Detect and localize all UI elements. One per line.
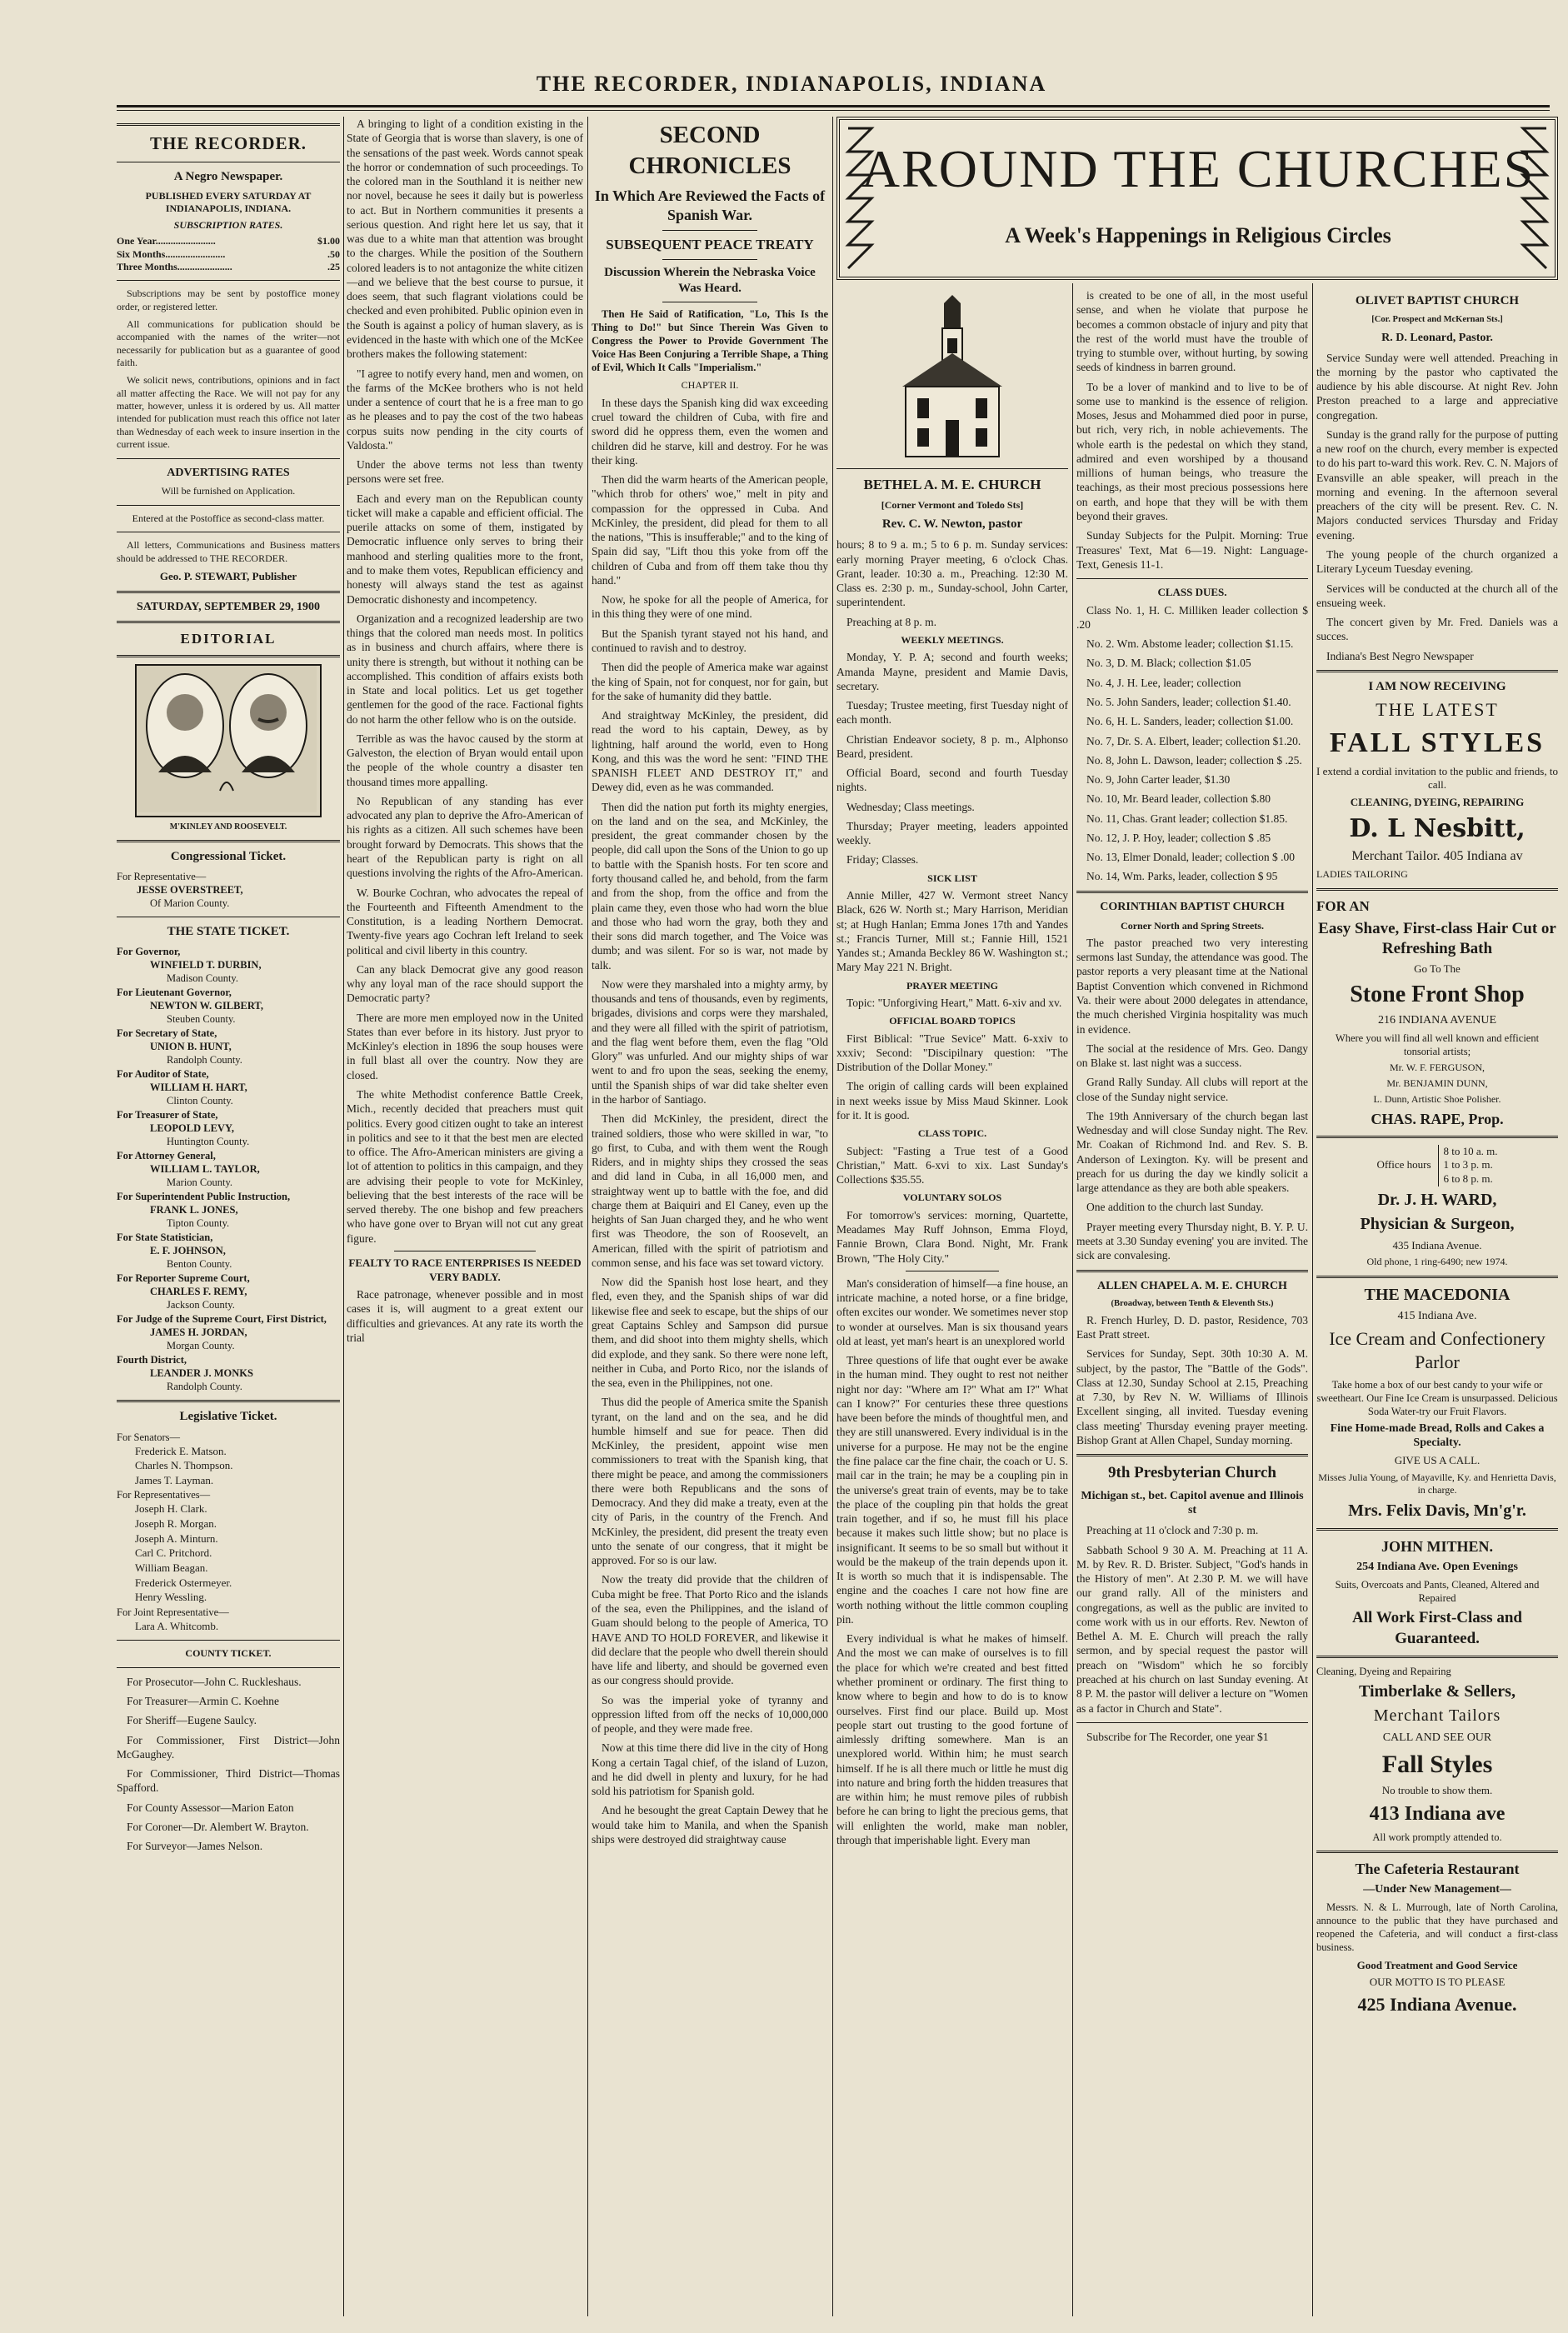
column-rule (1312, 283, 1313, 2316)
weekly-title: WEEKLY MEETINGS. (901, 633, 1004, 646)
rates-title: SUBSCRIPTION RATES. (173, 218, 283, 231)
joint-name: Lara A. Whitcomb. (135, 1619, 219, 1632)
presbyterian-paragraph: Preaching at 11 o'clock and 7:30 p. m. (1086, 1524, 1259, 1537)
senator-name: Charles N. Thompson. (135, 1459, 233, 1472)
ticket-name: LEANDER J. MONKS (150, 1367, 253, 1380)
chronicles-sub: Discussion Wherein the Nebraska Voice Was Heard. (604, 266, 816, 296)
presbyterian-title: 9th Presbyterian Church (1108, 1464, 1276, 1482)
editorial-paragraph: Can any black Democrat give any good reason why any loyal man of the race should support the Democratic party? (347, 962, 583, 1005)
representative-name: Joseph H. Clark. (135, 1502, 207, 1516)
county-ticket-entry: For Commissioner, Third District—Thomas Spafford. (117, 1767, 340, 1795)
chronicles-paragraph: Now at this time there did live in the city of Hong Kong a certain Tagal chief, of the island of Luzon, and he did dwell in plenty and luxury, for he had sold his patriotism for Spanish gold. (592, 1741, 828, 1798)
county-ticket-entry: For Coroner—Dr. Alembert W. Brayton. (127, 1820, 309, 1833)
editorial-paragraph: Each and every man on the Republican county ticket will make a capable and efficient official. The puerile attacks on some of them, instigated by Democratic influence only serves to bring their manhood and sterling qualities more to the front, and to make them votes, Republican efficiency and honesty will always stand the test as against Democratic dishonesty and incompetency. (347, 492, 583, 606)
dues-item: No. 3, D. M. Black; collection $1.05 (1086, 657, 1251, 670)
sick-list: Annie Miller, 427 W. Vermont street Nancy Black, 626 W. North st.; Mary Harrison, Meridian st; at Hugh Hanlan; Emma Jones 17th and Yandes st.; Francis Turner, Mill st.; Fannie Hill, 1521 Yandes st.; Amanda Beckley 86 W. Washington st.; Mary May 221 N. Bright. (836, 889, 1068, 974)
olivet-paragraph: Sunday is the grand rally for the purpose of putting a new roof on the church, every member is expected to do his part to-ward this work. Rev. C. N. Majors of Evansville an able speaker, will preach in the morning and evening. In the afternoon several preachers of the city will be present. Rev. C. N. Majors conducted services Thursday and Friday evening. (1316, 427, 1558, 542)
presbyterian-paragraphs (1076, 1523, 1308, 1715)
ticket-entry (117, 986, 340, 1026)
ticket-office: For Reporter Supreme Court, (117, 1272, 250, 1285)
corinthian-paragraph: The pastor preached two very interesting sermons last Sunday, the attendance was good. The pastor reports a very pleasant time at the National Baptist Convention which convened in Richmond Va. their were about 2000 delegates in attendance, the much cherished Virginia hospitality was much in evidence. (1076, 936, 1308, 1036)
ticket-entry (117, 1231, 340, 1271)
divider (1076, 578, 1308, 579)
masthead: THE RECORDER, INDIANAPOLIS, INDIANA (536, 72, 1047, 96)
weekly-item: Friday; Classes. (846, 853, 919, 867)
chronicles-paragraph: Then did the people of America make war against the king of Spain, not for conquest, nor for gain, but for the sake of humanity did they battle. (592, 661, 828, 702)
corinthian-paragraphs (1076, 936, 1308, 1263)
senator-name: Frederick E. Matson. (135, 1444, 227, 1457)
representative-name: Frederick Ostermeyer. (135, 1576, 232, 1589)
divider (662, 230, 757, 231)
divider (1316, 1656, 1558, 1658)
ticket-entry (117, 1108, 340, 1148)
board-topics: First Biblical: "True Sevice" Matt. 6-xxiv to xxxiv; Second: "Discipilnary question: "The Distribution of the Dollar Money." (836, 1032, 1068, 1074)
column-rule (587, 117, 588, 2316)
ticket-entry (117, 1190, 340, 1230)
ticket-entry: For Representative— JESSE OVERSTREET, Of Marion County. (117, 871, 243, 910)
corinthian-paragraph: The 19th Anniversary of the church began last Wednesday and will close Sunday night. The Rev. Mr. Coakan of Richmond Ind. and Rev. S. B. Anderson of Lexington. Ky. will be present and preach for us during the day we kindly solicit a large attendance as they are both able speakers. (1076, 1109, 1308, 1195)
cafeteria-ad: The Cafeteria Restaurant —Under New Management— Messrs. N. & L. Murrough, late of North Carolina, announce to the public that they have purchased and reopened the Cafeteria, and will conduct a first-class business. Good Treatment and Good Service OUR MOTTO IS TO PLEASE 425 Indiana Avenue. (1316, 1860, 1558, 2015)
dues-list (1076, 603, 1308, 884)
churches-banner (836, 117, 1558, 280)
chronicles-lead: Then He Said of Ratification, "Lo, This Is the Thing to Do!" but Since Therein Was Given to Congress the Power to Provide Government The Voice Has Been Conjuring a Terrible Shape, a Thing of Evil, Which It Calls "Imperialism." (592, 308, 828, 374)
mithen-ad: JOHN MITHEN. 254 Indiana Ave. Open Evenings Suits, Overcoats and Pants, Cleaned, Altered and Repaired All Work First-Class and Guaranteed. (1335, 1538, 1540, 1647)
weekly-item: Wednesday; Class meetings. (846, 800, 975, 813)
ticket-entry (117, 1271, 340, 1311)
divider (662, 259, 757, 260)
chronicles-paragraph: Thus did the people of America smite the Spanish tyrant, on the land and on the sea, and he did humble himself and sue for peace. Then did McKinley, the president, appoint wise men commissioners to treat with the Spanish king, that there might be peace, and among the commissioners there were both Republicans and the sons of Democracy. And they did make a treaty, even at the city of Paris, in the country of the French. And McKinley, the president, did present the treaty even unto the senate of our congress, that it might be approved. For so is our law. (592, 1396, 828, 1567)
top-rule (117, 105, 1550, 107)
chronicles-paragraph: Now were they marshaled into a mighty army, by thousands and tens of thousands, even by regiments, brigades, divisions and corps were they marshaled, and they were all filled with the spirit of patriotism, and the flag went before them, even the flag "Old Glory" was unfurled. And our mighty ships of war went to and fro upon the seas, seeking the enemy, until the Spanish ships of war did take shelter even in the harbor of Santiago. (592, 977, 828, 1106)
dues-item: Class No. 1, H. C. Milliken leader collection $ .20 (1076, 603, 1308, 631)
essay-paragraph: Sunday Subjects for the Pulpit. Morning: True Treasures' Text, Mat 6—19. Night: Language- Text, Genesis 11-1. (1076, 529, 1308, 571)
divider (117, 505, 340, 506)
olivet-paragraph: The concert given by Mr. Fred. Daniels was a succes. (1316, 616, 1558, 643)
corinthian-address: Corner North and Spring Streets. (1121, 919, 1264, 932)
divider (117, 1667, 340, 1668)
allen-paragraphs (1076, 1313, 1308, 1447)
ticket-entry (117, 1353, 340, 1393)
essay-paragraph: To be a lover of mankind and to live to be of some use to mankind is the essence of religion. Moses, Jesus and Mohammed died poor in purse, but rich, very rich, in noble achievements. The whole earth is the pedestal on which they stand, admired and even worshiped by a thousand millions of human beings, who treasure the teachings, as their most precious possessions here on earth, and hope that they will be with them beyond their graves. (1076, 380, 1308, 522)
editorial-paragraph: Race patronage, whenever possible and in most cases it is, will augment to a great extent our difficulties and grievances. At any rate its worth the trial (347, 1288, 583, 1344)
olivet-paragraph: Service Sunday were well attended. Preaching in the morning by the pastor who captivated the audience by his able discourse. At night Rev. John Preston preached to a large and appreciative congregation. (1316, 351, 1558, 422)
chronicles-paragraph: And he besought the great Captain Dewey that he would take him to Manila, and when the Spanish ships were destroyed did straightway cause (592, 1804, 828, 1846)
dues-item: No. 4, J. H. Lee, leader; collection (1086, 676, 1241, 689)
church-building-icon (894, 295, 1011, 462)
editorial-paragraph: "I agree to notify every hand, men and women, on the farms of the McKee brothers who is not held under a sentence of court that he is a free man to go as he pleases and to pay the cost of the two habeas corpus suits now pending in the city courts of Valdosta." (347, 367, 583, 452)
chronicles-paragraph: Now the treaty did provide that the children of Cuba might be free. That Porto Rico and the islands of the sea, even the Philippines, and the island of Guam should belong to the people of America, TO HAVE AND TO HOLD FOREVER, and likewise it did declare that the people who dwell therein should have life and liberty, and should be governed even as our congress should provide. (592, 1573, 828, 1687)
ticket-name: WILLIAM H. HART, (150, 1082, 247, 1094)
divider (1316, 670, 1558, 672)
publisher: Geo. P. STEWART, Publisher (159, 569, 297, 582)
ticket-name: WINFIELD T. DURBIN, (150, 959, 262, 972)
corinthian-paragraph: Grand Rally Sunday. All clubs will report at the close of the Sunday night service. (1076, 1076, 1308, 1103)
senator-name: James T. Layman. (135, 1473, 214, 1486)
ticket-county: Huntington County. (167, 1136, 250, 1148)
representative-name: Joseph A. Minturn. (135, 1531, 218, 1545)
chronicles-paragraph: In these days the Spanish king did wax exceeding cruel toward the children of Cuba, with fire and sword did he oppress them, even the women and children did he starve, kill and destroy. For he was their king. (592, 396, 828, 467)
reps-label: For Representatives— (117, 1489, 211, 1501)
column-masthead-info (117, 117, 340, 2316)
olivet-address: [Cor. Prospect and McKernan Sts.] (1371, 315, 1503, 325)
county-ticket-title: COUNTY TICKET. (185, 1647, 272, 1660)
sick-title: SICK LIST (927, 872, 977, 884)
ticket-name: FRANK L. JONES, (150, 1204, 238, 1216)
notice: Subscriptions may be sent by postoffice money order, or registered letter. (117, 287, 340, 312)
chronicles-sub: In Which Are Reviewed the Facts of Spanish War. (594, 187, 826, 224)
county-ticket-list (117, 1675, 340, 1854)
column-chronicles (592, 117, 828, 2316)
weekly-item: Thursday; Prayer meeting, leaders appointed weekly. (836, 819, 1068, 847)
ticket-office: Fourth District, (117, 1354, 187, 1366)
ticket-office: For State Statistician, (117, 1231, 213, 1244)
divider (117, 621, 340, 623)
advertising-title: ADVERTISING RATES (167, 466, 290, 479)
divider (117, 123, 340, 126)
essay-paragraph: is created to be one of all, in the most useful sense, and when he violate that purpose he becomes a common obstacle of injury and pity that the rest of the world must have the trouble of trying to stumble over, without hurting, by sowing seeds of kindness in barren ground. (1076, 289, 1308, 374)
chronicles-paragraph: Then did McKinley, the president, direct the trained soldiers, those who were skilled in war, "to go first, to Cuba, and with them went the Rough Riders, and in mighty ships they crossed the seas and did land in Cuba, in all 16,000 men, and straightway went up to battle with the foe, and did charge them at Baiquiri and El Caney, even up the heights of San Juan charged they, and he who went first was Theodore, the son of Roosevelt, an American, filled with the spirit of patriotism and common sense, and his face was set toward victory. (592, 1112, 828, 1269)
corinthian-paragraph: The social at the residence of Mrs. Geo. Dangy on Blake st. last night was a success. (1076, 1042, 1308, 1070)
divider (117, 458, 340, 459)
ticket-office: For Auditor of State, (117, 1068, 209, 1081)
ticket-name: CHARLES F. REMY, (150, 1286, 247, 1298)
county-ticket-entry: For Prosecutor—John C. Ruckleshaus. (127, 1675, 302, 1688)
macedonia-ad: THE MACEDONIA 415 Indiana Ave. Ice Cream and Confectionery Parlor Take home a box of our best candy to your wife or sweetheart. Our Fine Ice Cream is unsurpassed. Delicious Soda Water-try our Fruit Flavors. Fine Home-made Bread, Rolls and Cakes a Specialty. GIVE US A CALL. Misses Julia Young, of Mayaville, Ky. and Henrietta Davis, in charge. Mrs. Felix Davis, Mn'g'r. (1316, 1285, 1558, 1520)
corinthian-paragraph: Prayer meeting every Thursday night, B. Y. P. U. meets at 3.30 Sunday evening' you are invited. The sick are convalesing. (1076, 1220, 1308, 1262)
dues-item: No. 11, Chas. Grant leader; collection $1.85. (1086, 812, 1288, 825)
column-rule (343, 117, 344, 2316)
ticket-county: Clinton County. (167, 1095, 233, 1107)
portrait-caption: M'KINLEY AND ROOSEVELT. (169, 822, 287, 832)
editorial-paragraph: Under the above terms not less than twenty persons were set free. (347, 458, 583, 486)
weekly-item: Tuesday; Trustee meeting, first Tuesday night of each month. (836, 699, 1068, 727)
ticket-office: For Attorney General, (117, 1150, 216, 1162)
ticket-entry (117, 1312, 340, 1352)
churches-subtitle: A Week's Happenings in Religious Circles (1005, 223, 1391, 247)
representative-name: Henry Wessling. (135, 1591, 207, 1604)
essay-paragraph: Three questions of life that ought ever be awake in the human mind. They ought to rest not neither night nor day: "Where am I?" What am I?" What can I know?" For centuries these three questions have been before the minds of thoughtful men, and they are still unanswered. Every individual is in the universe for a purpose. He may not be the engine the fine palace car the fine chair, the coach or U. S. mail car in the train; he may be a coupling pin in the universe's great train of events, may be to take the place of the coupling pin that holds the great train together, and if so, he must fill his place because it makes such little show; but no place is insignificant. It seems to be so small but without it would be the makeup of the train depends upon it. It is worth so much that it is indispensable. The engine and the coaches I care not how fine are worth nothing without the little common coupling pin. (836, 1354, 1068, 1626)
congressional-title: Congressional Ticket. (170, 849, 287, 863)
ticket-name: UNION B. HUNT, (150, 1041, 232, 1053)
divider (117, 655, 340, 657)
portrait-image (135, 664, 322, 817)
weekly-item: Christian Endeavor society, 8 p. m., Alphonso Beard, president. (836, 732, 1068, 760)
bethel-title: BETHEL A. M. E. CHURCH (863, 477, 1041, 492)
bethel-pastor: Rev. C. W. Newton, pastor (881, 517, 1023, 532)
timberlake-ad: Cleaning, Dyeing and Repairing Timberlake & Sellers, Merchant Tailors CALL AND SEE OUR Fall Styles No trouble to show them. 413 Indiana ave All work promptly attended to. (1316, 1665, 1516, 1843)
dues-item: No. 8, John L. Dawson, leader; collection $ .25. (1086, 753, 1302, 767)
editorial-paragraph: Organization and a recognized leadership are two things that the colored man needs most. In politics as in business and church affairs, where there is unity there is strength, but without it nothing can be accomplished. This condition of affairs exists both in State and local politics. Let us get together gentlemen for the good of the race. Factional fights do not harm the other fellow who is on the outside. (347, 612, 583, 726)
chronicles-paragraph: And straightway McKinley, the president, did read the word to his captain, Dewey, as by lightning, half around the world, even to Hong Kong, and this was the word he sent: "FIND THE SPANISH FLEET AND DESTROY IT," and Dewey did, even as he was commanded. (592, 709, 828, 794)
divider (117, 1640, 340, 1641)
divider (117, 591, 340, 593)
ticket-county: Morgan County. (167, 1340, 235, 1352)
county-ticket-entry: For Surveyor—James Nelson. (127, 1840, 263, 1853)
weekly-list (836, 650, 1068, 867)
stone-front-ad: FOR AN Easy Shave, First-class Hair Cut or Refreshing Bath Go To The Stone Front Shop 216 INDIANA AVENUE Where you will find all well known and efficient tonsorial artists; Mr. W. F. FERGUSON, Mr. BENJAMIN DUNN, L. Dunn, Artistic Shoe Polisher. CHAS. RAPE, Prop. (1316, 897, 1556, 1127)
divider (1076, 1454, 1308, 1456)
ticket-name: WILLIAM L. TAYLOR, (150, 1163, 260, 1176)
subscribe-line: Subscribe for The Recorder, one year $1 (1086, 1730, 1269, 1743)
ticket-office: For Lieutenant Governor, (117, 987, 232, 999)
dues-item: No. 2. Wm. Abstome leader; collection $1.15. (1086, 637, 1294, 651)
portrait-illustration (137, 666, 317, 812)
ticket-entry (117, 945, 340, 985)
dues-item: No. 6, H. L. Sanders, leader; collection $1.00. (1086, 715, 1294, 728)
rate-row: Six Months........................ .50 (117, 247, 340, 260)
chronicles-paragraph: Then did the nation put forth its mighty energies, on the land and on the sea, and McKinley, the president, the great commander chosen by the people, did call upon the Sons of the Union to go up to battle with the Spanish hosts. For ten score and forty thousand called he, and behold, from the farm and from the shop, from the office and from the plain came they, even those who had worn the blue and those who had worn the gray, both they and their sons did march together, and The Voice was dumb; and was silent. For so is war, not made by talk. (592, 800, 828, 972)
ticket-name: JAMES H. JORDAN, (150, 1326, 247, 1339)
column-bethel (836, 288, 1068, 2316)
divider (117, 1400, 340, 1402)
chronicles-paragraph: Then did the warm hearts of the American people, "which throb for others' woe," melt in pity and compassion for the oppressed in Cuba. And McKinley, the president, did plead for them to all the nations, "This is insufferable;" and to the king of Spain did say, "Lift thou this yoke from off the children of Cuba and from off them take thou thy hand." (592, 473, 828, 587)
board-title: OFFICIAL BOARD TOPICS (889, 1015, 1016, 1027)
column-rule (1072, 283, 1073, 2316)
fealty-heading: FEALTY TO RACE ENTERPRISES IS NEEDED VERY BADLY. (348, 1256, 582, 1283)
advertising-text: Will be furnished on Application. (161, 485, 296, 497)
divider (117, 280, 340, 281)
ticket-office: For Judge of the Supreme Court, First District, (117, 1313, 327, 1326)
rate-row: Three Months...................... .25 (117, 260, 340, 272)
county-ticket-entry: For Treasurer—Armin C. Koehne (127, 1695, 279, 1708)
essay-paragraph: Man's consideration of himself—a fine house, an intricate machine, a noted horse, or a fine bridge, often excites our wonder. We sometimes never stop to wonder at ourselves. Man is six thousand years old at least, yet man's heart is an unexplored world (836, 1276, 1068, 1347)
dues-item: No. 5. John Sanders, leader; collection $1.40. (1086, 696, 1291, 708)
editorial-paragraphs (347, 117, 583, 1246)
bethel-address: [Corner Vermont and Toledo Sts] (881, 498, 1024, 511)
paper-subtitle: A Negro Newspaper. (173, 169, 283, 183)
olivet-paragraph: Services will be conducted at the church all of the ensueing week. (1316, 582, 1558, 609)
ticket-county: Jackson County. (167, 1299, 235, 1311)
class-topic-title: CLASS TOPIC. (917, 1127, 987, 1140)
divider (1076, 1270, 1308, 1272)
presbyterian-address: Michigan st., bet. Capitol avenue and Illinois st (1081, 1489, 1304, 1517)
weekly-item: Official Board, second and fourth Tuesday nights. (836, 767, 1068, 794)
divider (1316, 1276, 1558, 1278)
column-ads (1316, 288, 1558, 2316)
divider (1316, 1136, 1558, 1138)
allen-paragraph: R. French Hurley, D. D. pastor, Residence, 703 East Pratt street. (1076, 1313, 1308, 1341)
bethel-paragraph: Preaching at 8 p. m. (846, 615, 936, 628)
ticket-name: E. F. JOHNSON, (150, 1245, 226, 1257)
column-churches (1076, 288, 1308, 2316)
corinthian-paragraph: One addition to the church last Sunday. (1086, 1201, 1264, 1214)
corinthian-title: CORINTHIAN BAPTIST CHURCH (1100, 900, 1285, 913)
representative-name: Carl C. Pritchord. (135, 1546, 212, 1560)
ticket-county: Marion County. (167, 1176, 233, 1189)
divider (117, 840, 340, 842)
dues-item: No. 7, Dr. S. A. Elbert, leader; collection $1.20. (1086, 734, 1301, 747)
column-rule (832, 117, 833, 2316)
voluntary-solos: For tomorrow's services: morning, Quartette, Meadames May Ruff Johnson, Emma Floyd, Fannie Brown, Clara Bond. Night, Mr. Frank Brown, "The Holy City." (836, 1208, 1068, 1265)
essay-paragraphs (1076, 288, 1308, 572)
dues-item: No. 13, Elmer Donald, leader; collection $ .00 (1086, 851, 1296, 864)
ticket-county: Tipton County. (167, 1217, 230, 1230)
editorial-heading: EDITORIAL (180, 631, 277, 647)
ticket-county: Madison County. (167, 972, 238, 985)
ticket-entry (117, 1067, 340, 1107)
divider (1076, 1722, 1308, 1723)
dues-item: No. 14, Wm. Parks, leader, collection $ 95 (1086, 870, 1278, 883)
chronicles-paragraph: Now, he spoke for all the people of America, for in this thing they were of one mind. (592, 593, 828, 621)
divider (1316, 1851, 1558, 1853)
class-topic: Subject: "Fasting a True test of a Good Christian," Matt. 6-xvi to xix. Last Sunday's Collections $35.55. (836, 1144, 1068, 1186)
ticket-office: For Secretary of State, (117, 1027, 217, 1040)
prayer-topic: Topic: "Unforgiving Heart," Matt. 6-xiv and xv. (846, 997, 1062, 1010)
county-ticket-entry: For County Assessor—Marion Eaton (127, 1801, 294, 1814)
editorial-paragraph: Terrible as was the havoc caused by the storm at Galveston, the election of Bryan would entail upon the people of the whole country a disaster ten thousand times more appalling. (347, 732, 583, 788)
olivet-paragraph: Indiana's Best Negro Newspaper (1326, 649, 1474, 662)
olivet-title: OLIVET BAPTIST CHURCH (1355, 294, 1520, 307)
ticket-office: For Superintendent Public Instruction, (117, 1191, 291, 1203)
dues-item: No. 10, Mr. Beard leader, collection $.80 (1086, 792, 1271, 806)
editorial-paragraph: W. Bourke Cochran, who advocates the repeal of the Fourteenth and Fifteenth Amendment to the Constitution, is a leading Northern Democrat. Twenty-five years ago Cochran left Ireland to seek political and civil liberty in this country. (347, 886, 583, 957)
ticket-county: Benton County. (167, 1258, 232, 1271)
dues-item: No. 9, John Carter leader, $1.30 (1086, 773, 1231, 787)
allen-title: ALLEN CHAPEL A. M. E. CHURCH (1097, 1279, 1287, 1292)
allen-address: (Broadway, between Tenth & Eleventh Sts.) (1111, 1299, 1274, 1309)
chronicles-paragraphs (592, 396, 828, 1847)
dues-item: No. 12, J. P. Hoy, leader; collection $ .85 (1086, 831, 1271, 844)
churches-title: AROUND THE CHURCHES (861, 139, 1536, 198)
weekly-item: Monday, Y. P. A; second and fourth weeks; Amanda Mayne, president and Mamie Davis, secretary. (836, 651, 1068, 692)
top-rule-thin (117, 110, 1550, 111)
ticket-county: Randolph County. (167, 1381, 242, 1393)
ticket-entry (117, 1149, 340, 1189)
representative-name: Joseph R. Morgan. (135, 1517, 217, 1531)
ticket-name: NEWTON W. GILBERT, (150, 1000, 263, 1012)
editorial-paragraph: A bringing to light of a condition existing in the State of Georgia that is worse than slavery, is one of the sensations of the past week. Words cannot speak the horror or condemnation of such proceedings. To the colored man in the Southland it is neither new nor novel, because he sees it daily but is powerless to act. But in Northern communities it presents a serious question. And right here let us say, that it was due to a white man that attention was brought to the charges. While the position of the Southern colored leaders is to not antagonize the white citizen—and we believe that the best course to pursue, it does seem, that such flagrant violations could be checked and even prohibited. Public opinion even in the South is against a policy of human slavery, as is evidenced in the haste with which one of the McKee brothers makes the following statement: (347, 117, 583, 361)
presbyterian-paragraph: Sabbath School 9 30 A. M. Preaching at 11 A. M. by Rev. R. D. Brister. Subject, "God's hands in the History of men". At 2.30 P. M. we will have our grand rally. All of the ministers and congregations, as well as the public are invited to come work with us in our efforts. Rev. Newton of Bethel A. M. E. Church will preach the rally sermon, and by special request the pastor will preach on "Wisdom" which he so forcibly preached at his church on last Sunday evening. At 8 P. M. the pastor will deliver a lecture on "Women as a factor in Church and State". (1076, 1543, 1308, 1715)
state-ticket-title: THE STATE TICKET. (167, 925, 290, 939)
chronicles-sub: SUBSEQUENT PEACE TREATY (606, 237, 814, 253)
ticket-county: Randolph County. (167, 1054, 242, 1067)
olivet-paragraph: The young people of the church organized a Literary Lyceum Tuesday evening. (1316, 547, 1558, 576)
bethel-paragraph: hours; 8 to 9 a. m.; 5 to 6 p. m. Sunday services: early morning Prayer meeting, 6 o'clock Chas. Grant, leader. 10:30 a. m., Preaching. 12:30 M. Class es. 2:30 p. m., Sunday-school, John Carter, superintendent. (836, 538, 1068, 609)
calling-cards: The origin of calling cards will been explained in next weeks issue by Miss Maud Skinner. Look for it. It is good. (836, 1080, 1068, 1122)
published-line: PUBLISHED EVERY SATURDAY AT INDIANAPOLIS, INDIANA. (145, 190, 312, 215)
editorial-paragraph: There are more men employed now in the United States than ever before in its history. Just pryor to McKinley's election in 1896 the soup houses were in full blast all over the country. Now they are closed. (347, 1011, 583, 1082)
chronicles-paragraph: So was the imperial yoke of tyranny and oppression lifted from off the necks of 10,000,000 of people, and they were made free. (592, 1693, 828, 1736)
letters-notice: All letters, Communications and Business matters should be addressed to THE RECORDER. (117, 539, 340, 564)
olivet-pastor: R. D. Leonard, Pastor. (1381, 331, 1493, 344)
issue-date: SATURDAY, SEPTEMBER 29, 1900 (136, 600, 321, 613)
entered-line: Entered at the Postoffice as second-class matter. (132, 512, 325, 524)
voluntary-title: VOLUNTARY SOLOS (902, 1191, 1002, 1204)
divider (1316, 1528, 1558, 1531)
notice: All communications for publication should be accompanied with the names of the writer—not necessarily for publication but as a guarantee of good faith. (117, 317, 340, 369)
ticket-county: Steuben County. (167, 1013, 236, 1026)
prayer-title: PRAYER MEETING (906, 979, 998, 992)
reps-list (117, 1502, 340, 1604)
divider (1076, 891, 1308, 893)
divider (1316, 888, 1558, 891)
dues-title: CLASS DUES. (1157, 586, 1227, 599)
chronicles-title: SECOND CHRONICLES (628, 122, 791, 180)
ticket-office: For Governor, (117, 946, 181, 958)
olivet-paragraphs (1316, 351, 1558, 663)
senators-list (117, 1445, 340, 1488)
rate-row: One Year........................ $1.00 (117, 235, 340, 247)
state-ticket-list (117, 945, 340, 1393)
rates-table (117, 235, 340, 273)
editorial-paragraph: No Republican of any standing has ever advocated any plan to deprive the Afro-American of his rights as a citizen. All such schemes have been brought forward by Democrats. This shows that the heart of the Republican party is right on all questions involving the rights of the Afro-American. (347, 794, 583, 880)
ticket-name: LEOPOLD LEVY, (150, 1122, 234, 1135)
essay-paragraphs (836, 1276, 1068, 1847)
divider (836, 468, 1068, 469)
allen-paragraph: Services for Sunday, Sept. 30th 10:30 A. M. subject, by the pastor, The "Battle of the Gods". Class at 12.30, Sunday School at 2.15, Preaching at 7.30, by Rev N. W. Williams of Illinois Excellent singing, all invited. Tuesday evening class meeting' Thursday evening prayer meeting. Bishop Grant at Allen Chapel, Sunday morning. (1076, 1347, 1308, 1446)
paper-title: THE RECORDER. (149, 133, 307, 153)
senators-label: For Senators— (117, 1431, 181, 1443)
legislative-title: Legislative Ticket. (179, 1410, 277, 1424)
ticket-entry (117, 1027, 340, 1067)
chronicles-paragraph: Now did the Spanish host lose heart, and they fled, even they, and the Spanish ships of war did likewise flee and seek to escape, but the ships of our great Captains Schley and Sampson did pursue them, and did shoot into them mighty shells, which did explode, and they sank. So there were none left, neither in Cuba, and Porto Rico, nor the islands of the sea, even in the Philippines, not one. (592, 1276, 828, 1390)
notice: We solicit news, contributions, opinions and in fact all matter affecting the Race. We will not pay for any matter, however, unless it is ordered by us. All matter intended for publication must reach this office not later than Wednesday of each week to insure insertion in the current issue. (117, 374, 340, 451)
column-editorial (347, 117, 583, 2316)
ward-ad: Office hours 8 to 10 a. m. 1 to 3 p. m. 6 to 8 p. m. Dr. J. H. WARD, Physician & Surgeon, 435 Indiana Avenue. Old phone, 1 ring-6490; new 1974. (1360, 1144, 1515, 1268)
county-ticket-entry: For Commissioner, First District—John McGaughey. (117, 1733, 340, 1761)
nesbitt-ad: I AM NOW RECEIVING THE LATEST FALL STYLES I extend a cordial invitation to the public and friends, to call. CLEANING, DYEING, REPAIRING D. L Nesbitt, Merchant Tailor. 405 Indiana av LADIES TAILORING (1316, 679, 1558, 881)
joint-label: For Joint Representative— (117, 1606, 229, 1618)
ticket-office: For Treasurer of State, (117, 1109, 218, 1122)
chronicles-paragraph: But the Spanish tyrant stayed not his hand, and continued to ravish and to destroy. (592, 627, 828, 655)
county-ticket-entry: For Sheriff—Eugene Saulcy. (127, 1714, 257, 1727)
representative-name: William Beagan. (135, 1561, 208, 1574)
chapter-heading: CHAPTER II. (681, 379, 739, 392)
essay-paragraph: Every individual is what he makes of himself. And the most we can make of ourselves is to fill the place for which we're created and best fitted whether prominent or ordinary. The first thing to know where to begin and how to do is to know ourselves. First find our place. Build up. Most people start out trusting to the good fortune of aimlessly drifting somewhere. Man is an unexplored world. Within him; he must search himself. If he is all there much or little he must dig into nature and bring forth the hidden treasures that are within him; he must remove piles of rubbish before he can bring to light the precious gems, that will enlighten the world, make man nobler, through that imperishable light. Every man (836, 1632, 1068, 1846)
editorial-paragraph: The white Methodist conference Battle Creek, Mich., recently decided that preachers must quit politics. Every good citizen ought to take an interest in politics and see to it that the best men are elected to office. The Afro-American ministers are giving a lot of attention to politics in this campaign, and they are advising their people to vote for McKinley, believing that the best interests of the race will be served thereby. The one bishop and few preachers who have gone over to Bryan will not cut any great figure. (347, 1088, 583, 1245)
